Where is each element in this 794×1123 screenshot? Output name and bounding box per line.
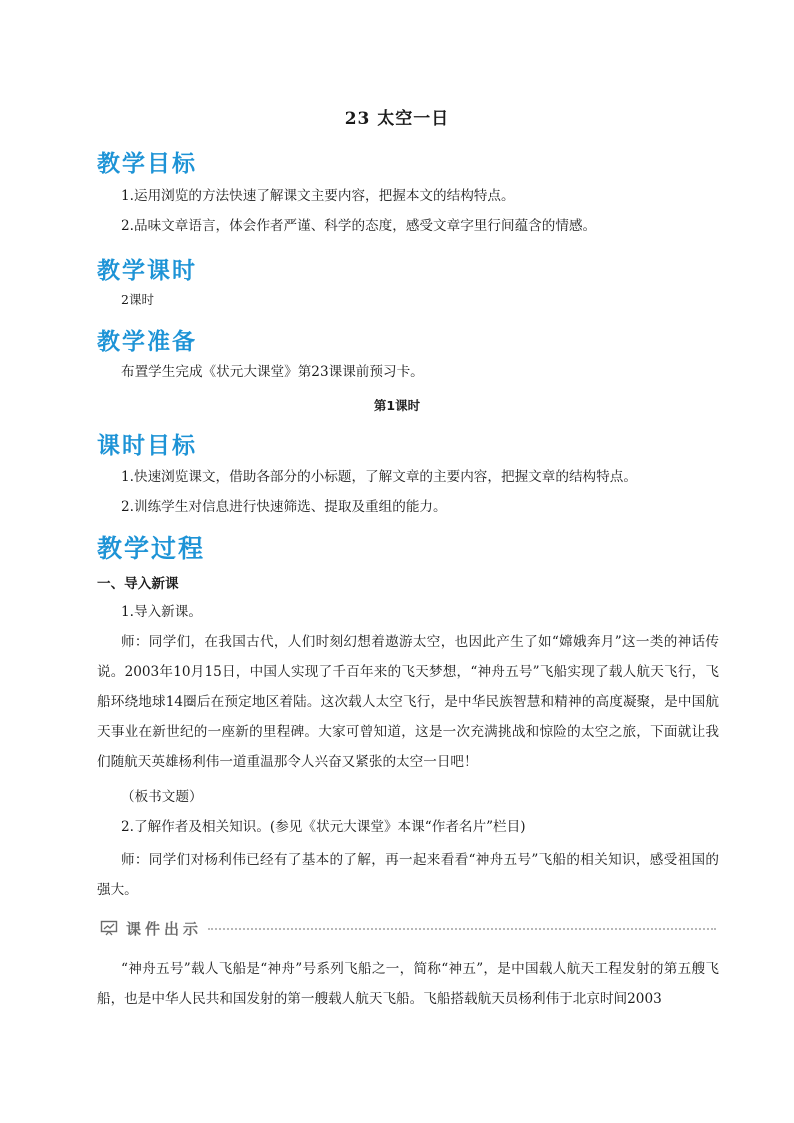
teaching-prep-text: 布置学生完成《状元大课堂》第23课课前预习卡。 [121, 364, 424, 380]
courseware-divider [100, 916, 716, 940]
heading-teaching-prep: 教学准备 [97, 329, 197, 355]
lesson-goal-item-2: 2.训练学生对信息进行快速筛选、提取及重组的能力。 [121, 499, 447, 515]
heading-teaching-process: 教学过程 [97, 534, 206, 563]
dotted-divider-line [208, 928, 716, 930]
intro-paragraph: 师：同学们，在我国古代，人们时刻幻想着遨游太空，也因此产生了如“嫦娥奔月”这一类的神话传说。2003年10月15日，中国人实现了千百年来的飞天梦想，“神舟五号”飞船实现了载人航天飞行，飞船环绕地球14圈后在预定地区着陆。这次载人太空飞行，是中华民族智慧和精神的高度凝聚，是中国航天事业在新世纪的一座新的里程碑。大家可曾知道，这是一次充满挑战和惊险的太空之旅，下面就让我们随航天英雄杨利伟一道重温那令人兴奋又紧张的太空一日吧！ [97, 634, 719, 770]
lesson-goal-item-1: 1.快速浏览课文，借助各部分的小标题，了解文章的主要内容，把握文章的结构特点。 [121, 469, 637, 485]
courseware-label: 课件出示 [126, 919, 203, 938]
lesson-1-heading: 第1课时 [373, 398, 421, 413]
board-note: （板书文题） [121, 789, 203, 805]
author-paragraph: 师：同学们对杨利伟已经有了基本的了解，再一起来看看“神舟五号”飞船的相关知识，感受祖国的强大。 [97, 852, 719, 898]
goal-item-2: 2.品味文章语言，体会作者严谨、科学的态度，感受文章字里行间蕴含的情感。 [121, 218, 597, 234]
step-1-heading: 一、导入新课 [97, 576, 179, 592]
step-1-1: 1.导入新课。 [121, 604, 202, 620]
page-title: 23 太空一日 [344, 109, 450, 129]
heading-lesson-goals: 课时目标 [97, 433, 197, 459]
goal-item-1: 1.运用浏览的方法快速了解课文主要内容，把握本文的结构特点。 [121, 188, 515, 204]
heading-teaching-goals: 教学目标 [97, 151, 197, 177]
shenzhou-paragraph: “神舟五号”载人飞船是“神舟”号系列飞船之一，简称“神五”，是中国载人航天工程发射的第五艘飞船，也是中华人民共和国发射的第一艘载人航天飞船。飞船搭载航天员杨利伟于北京时间2003 [97, 961, 719, 1007]
heading-teaching-hours: 教学课时 [97, 258, 197, 284]
presentation-board-icon [100, 920, 118, 936]
teaching-hours-value: 2课时 [121, 292, 154, 307]
step-1-2: 2.了解作者及相关知识。(参见《状元大课堂》本课“作者名片”栏目) [121, 819, 526, 835]
